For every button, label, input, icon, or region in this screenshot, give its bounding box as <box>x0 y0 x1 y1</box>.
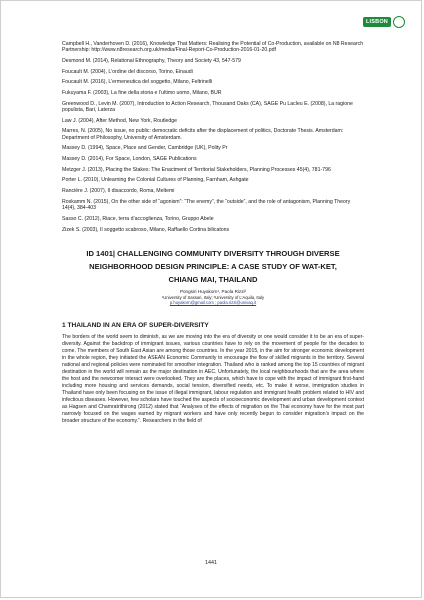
paper-title-line: NEIGHBORHOOD DESIGN PRINCIPLE: A CASE STUDY OF WAT-KET, <box>89 261 337 271</box>
paper-affiliations: ¹University of Sassari, Italy; ²University of L’Aquila, Italy <box>161 294 265 300</box>
reference-item: Roskamm N. (2015), On the other side of “agonism”: “The enemy”, the “outside”, and the role of antagonism, Planning Theory 14(4), 384-403 <box>62 198 351 212</box>
page-number: 1441 <box>205 560 217 566</box>
paper-authors: Pongsiri Huyakorn¹, Paola Rizzi² <box>179 288 247 294</box>
logo-badge: LISBON <box>363 17 391 27</box>
reference-item: Massey D. (1994), Space, Place and Gender, Cambridge (UK), Polity Pr <box>62 145 228 152</box>
reference-item: Desmond M. (2014), Relational Ethnography, Theory and Society 43, 547-579 <box>62 57 241 64</box>
reference-item: Law J. (2004), After Method, New York, Routledge <box>62 117 178 124</box>
section-heading: 1 THAILAND IN AN ERA OF SUPER-DIVERSITY <box>62 321 209 329</box>
reference-item: Porter L. (2010), Unlearning the Colonial Cultures of Planning, Farnham, Ashgate <box>62 177 249 184</box>
reference-item: Foucault M. (2004), L’ordine del discorso, Torino, Einaudi <box>62 68 193 75</box>
section-body-text: The borders of the world seem to diminish, as we are moving into the era of diversity or one would consider it to be an era of super-diversity. Against the backdrop of immigrant issues, various countries have to rely on the movement of people for the decades to come. The members of South East Asian are among those countries. In the year 2015, in the aim for stronger economic development in the whole region, they initiated the ASEAN Economic Community to encourage the flow of skilled migrants in the territory. Several national and regional policies were nominated for smoother integration. Thailand who is ranked among the top 15 countries of migrant destination in the world will remain as the major destination in AEC. Unfortunately, the local neighbourhoods that are the area where the host and the newcomer interact were overlooked. They are the places, which have to cope with the impact of immigrant first-hand including more housing and services demands, social tension, diversified needs, etc. To make it worse, immigration studies in Thailand have only been focusing on the issue of illegal immigrant, labour regulation and immigrant health problem related to HIV and infectious diseases. However, few scholars have touched the aspects of socioeconomic development and urban development context as Hagsen and Chamratrithirong (2012) stated that “Analyses of the effects of migration on the Thai economy have for the most part narrowly focused on the wages earned by migrant workers and have only recently begun to consider migration’s impact on the broader structure of the economy.”. Researchers in the field of <box>62 333 364 425</box>
reference-item: Zizek S. (2003), Il soggetto scabroso, Milano, Raffaello Cortina bilicatons <box>62 226 230 233</box>
reference-item: Foucault M. (2016), L’ermeneutica del soggetto, Milano, Feltrinelli <box>62 79 213 86</box>
paper-title-line: CHIANG MAI, THAILAND <box>168 274 258 284</box>
reference-item: Greenwood D., Levin M. (2007), Introduction to Action Research, Thousand Oaks (CA), SAGE Pu Lacleu E. (2008), La ragione populista, Bari, Laterza <box>62 100 353 114</box>
reference-list <box>62 41 364 233</box>
conference-logo <box>363 11 407 33</box>
reference-item: Rancière J. (2007), Il disaccordo, Roma, Meltemi <box>62 188 175 195</box>
reference-item: Marres, N. (2005), No issue, no public: democratic deficits after the displacement of politics, Doctorate Thesis. Amsterdam: Department of Philosophy, University of Amsterdam. <box>62 128 344 141</box>
page-content <box>62 41 364 425</box>
reference-item: Metzger J. (2013), Placing the Stakes: The Enactment of Territorial Stakeholders, Planning Processes 45(4), 781-796 <box>62 166 331 173</box>
paper-title <box>62 247 364 286</box>
paper-title-line: ID 1401| CHALLENGING COMMUNITY DIVERSITY THROUGH DIVERSE <box>86 248 340 258</box>
reference-item: Massey D. (2014), For Space, London, SAGE Publications <box>62 156 197 163</box>
reference-item: Campbell H., Vanderhoven D. (2016), Knowledge That Matters: Realising the Potential of Co-Production, available on N8 Research Partnership: http://www.n8research.org.uk/media/Final-Report-Co-Production-2016-01-20.pdf <box>62 41 364 54</box>
reference-item: Sasso C. (2012), Riace, terra d’accoglienza, Torino, Gruppo Abele <box>62 215 214 222</box>
logo-seal-icon <box>393 16 405 28</box>
author-emails-link[interactable]: p.huyakorn@gmail.com ; paola.rizzi@univaq.it <box>169 300 257 306</box>
reference-item: Fukuyama F. (2003), La fine della storia e l’ultimo uomo, Milano, BUR <box>62 90 222 97</box>
